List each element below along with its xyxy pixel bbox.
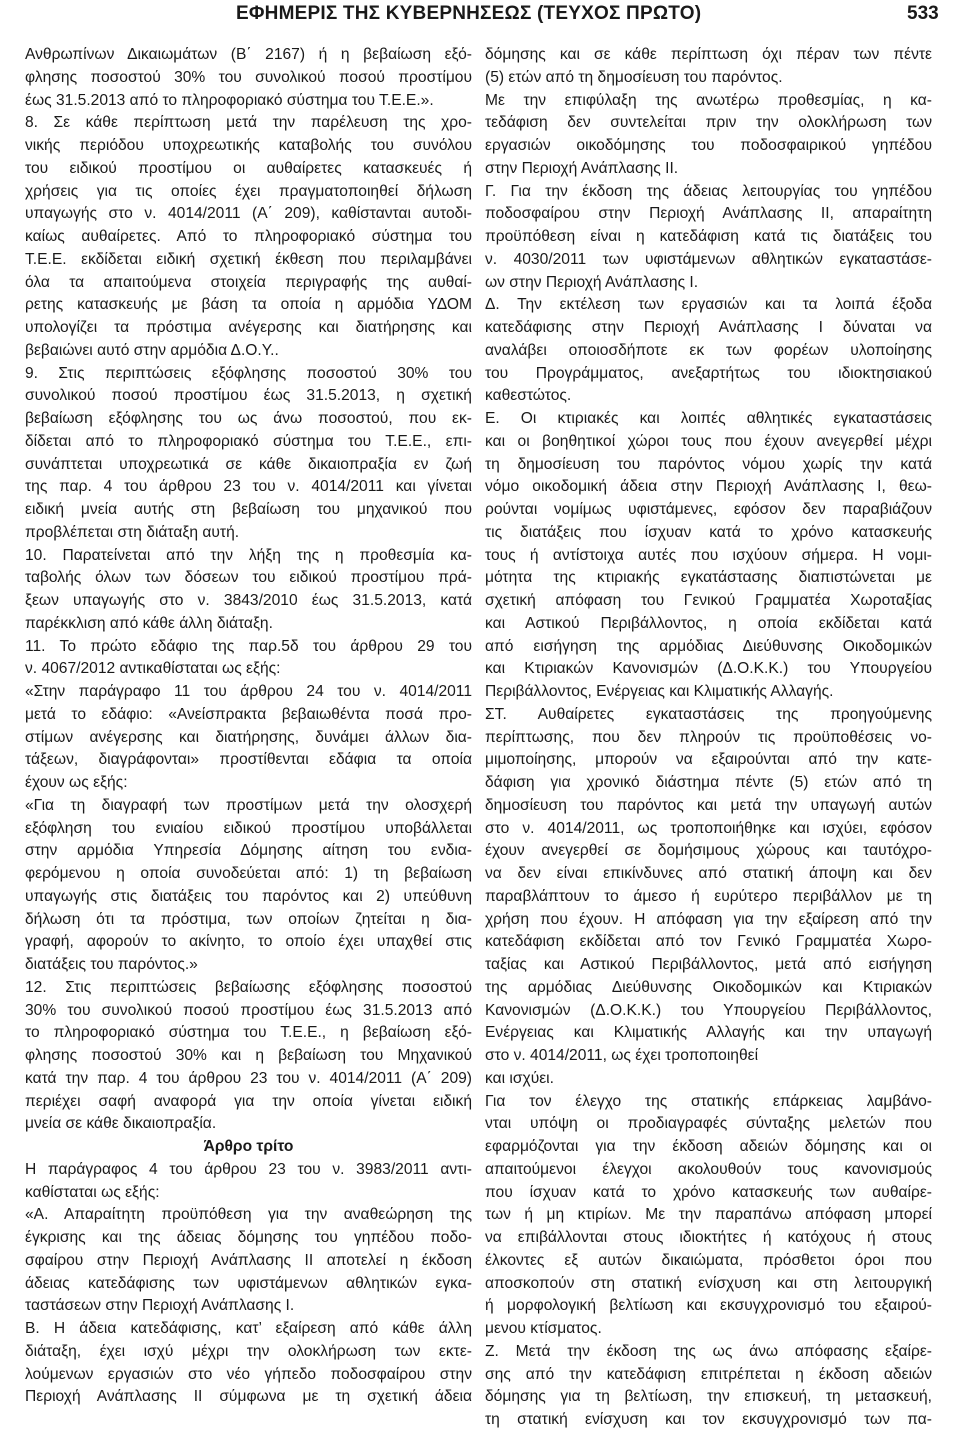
text-line: της αρμόδιας Διεύθυνσης Οικοδομικών και Κτιριακών	[485, 978, 932, 996]
text-line: τη δημοσίευση του παρόντος νόμου χωρίς την κατά	[485, 455, 932, 473]
text-line: να δεν είναι επικίνδυνες από στατική άποψη και δεν	[485, 865, 932, 882]
text-line: έχουν ως εξής:	[25, 774, 128, 791]
text-line: δίδεται από το πληροφοριακό σύστημα του Τ.Ε.Ε., επι-	[25, 432, 472, 450]
text-line: στίμων ανέγερσης και διατήρησης, δυνάμει άλλων δια-	[25, 728, 472, 746]
article-heading: Άρθρο τρίτο	[203, 1138, 294, 1155]
text-line: προβλέπεται στη διάταξη αυτή.	[25, 523, 240, 541]
text-line: 30% του συνολικού ποσού προστίμου έως 31.5.2013 από	[25, 1001, 472, 1019]
text-line: του Προγράμματος, ανεξαρτήτως του ιδιοκτησιακού	[485, 364, 932, 382]
text-line: ξεων υπαγωγής στο ν. 3843/2010 έως 31.5.2013, κατά	[25, 592, 472, 609]
text-line: Τ.Ε.Ε. εκδίδεται ειδική σχετική έκθεση που περιλαμβάνει	[25, 250, 472, 268]
text-line: 11. Το πρώτο εδάφιο της παρ.5δ του άρθρου 29 του	[25, 637, 472, 655]
text-line: αποσκοπούν στη στατική ενίσχυση και στη λειτουργική	[485, 1274, 932, 1292]
text-line: έλκοντες εξ αυτών δικαιώματα, πρόσθετοι όροι που	[485, 1251, 932, 1269]
text-line: αναλάβει οποιοσδήποτε εκ των φορέων υλοποίησης	[485, 341, 932, 359]
text-line: μότητα της κτιριακής εγκατάστασης διαπιστώνεται με	[485, 569, 932, 587]
text-line: να επιβάλλονται στους ιδιοκτήτες ή κατόχους ή στους	[485, 1229, 932, 1246]
text-line: φλησης ποσοστού 30% του συνολικού ποσού προστίμου	[25, 68, 472, 86]
text-line: εξόφληση του ενιαίου ειδικού προστίμου υποβάλλεται	[25, 819, 472, 837]
text-line: Δ. Την εκτέλεση των εργασιών και τα λοιπά έξοδα	[485, 296, 932, 314]
text-line: «Για τη διαγραφή των προστίμων μετά την ολοσχερή	[25, 796, 472, 814]
text-line: έως 31.5.2013 από το πληροφοριακό σύστημα του Τ.Ε.Ε.».	[25, 91, 434, 109]
text-line: υπαγωγής στις διατάξεις του παρόντος και 2) υπεύθυνη	[25, 887, 472, 905]
text-line: στην Περιοχή Ανάπλασης ΙΙ.	[485, 159, 679, 177]
page-header	[0, 0, 960, 40]
text-line: και Αστικού Περιβάλλοντος, η οποία εκδίδεται κατά	[485, 614, 932, 632]
text-line: έχουν ανεγερθεί σε δομήσιμους χώρους και ταυτόχρο-	[485, 842, 932, 860]
text-line: υπολογίζει τα πρόστιμα ανέγερσης και διατήρησης και	[25, 319, 472, 336]
text-line: βεβαιώνει αυτό στην αρμόδια Δ.Ο.Υ..	[25, 341, 279, 359]
text-line: ταστάσεων στην Περιοχή Ανάπλασης Ι.	[25, 1297, 295, 1315]
text-line: λούμενων εργασιών στο νέο γήπεδο ποδοσφαίρου στην	[25, 1365, 472, 1383]
text-line: παρέκκλιση από κάθε άλλη διάταξη.	[25, 614, 273, 632]
text-line: στο ν. 4014/2011, ως έχει τροποποιηθεί	[485, 1047, 759, 1064]
text-line: συνάπτεται υποχρεωτικά σε κάθε δικαιοπραξία εν ζωή	[25, 455, 472, 473]
text-line: χρήση που έχουν. Η απόφαση για την εξαίρεση από την	[485, 910, 932, 928]
right-column	[485, 44, 932, 1432]
text-line: ων στην Περιοχή Ανάπλασης Ι.	[485, 273, 699, 291]
text-line: τη στατική ενίσχυση και τον εκσυγχρονισμό των πα-	[485, 1411, 932, 1428]
text-line: μνεία σε κάθε δικαιοπραξία.	[25, 1115, 217, 1133]
text-line: ή μορφολογική βελτίωση και εκσυγχρονισμό του εξαιρού-	[485, 1297, 932, 1315]
text-line: ν. 4067/2012 αντικαθίσταται ως εξής:	[25, 660, 281, 678]
text-line: βεβαίωση εξόφλησης του ως άνω ποσοστού, που εκ-	[25, 410, 472, 427]
text-line: παραβλάπτουν το άμεσο ή ευρύτερο περιβάλλον με τη	[485, 887, 932, 905]
text-line: «Στην παράγραφο 11 του άρθρου 24 του ν. 4014/2011	[25, 683, 472, 700]
text-line: τους ή αντίστοιχα αυτές που ισχύουν σήμερα. Η νομι-	[485, 546, 932, 564]
text-line: φλησης ποσοστού 30% και η βεβαίωση του Μηχανικού	[25, 1047, 472, 1064]
text-line: Γ. Για την έκδοση της άδειας λειτουργίας του γηπέδου	[485, 182, 932, 200]
text-line: (5) ετών από τη δημοσίευση του παρόντος.	[485, 68, 783, 86]
text-line: στο ν. 4014/2011, ως τροποποιήθηκε και ισχύει, εφόσον	[485, 819, 932, 837]
text-line: τεδάφιση δεν συντελείται πριν την ολοκλήρωση των	[485, 114, 932, 132]
text-line: δάφιση για χρονικό διάστημα πέντε (5) ετών από τη	[485, 774, 932, 791]
page-number: 533	[907, 3, 939, 24]
text-line: περιέχει σαφή αναφορά για την οποία γίνεται ειδική	[25, 1092, 472, 1110]
text-line: του ειδικού προστίμου οι αυθαίρετες κατασκευές ή	[25, 159, 472, 177]
text-line: και οι βοηθητικοί χώροι τους που έχουν ανεγερθεί μέχρι	[485, 432, 932, 450]
text-line: εφαρμόζονται για την έκδοση αδειών δόμησης και οι	[485, 1138, 932, 1155]
text-line: νόμο οικοδομική άδεια στην Περιοχή Ανάπλασης Ι, θεω-	[485, 478, 932, 496]
text-line: της παρ. 4 του άρθρου 23 του ν. 4014/2011 και γίνεται	[25, 478, 472, 496]
text-line: τάξεων, διαγράφονται» προστίθενται εδάφια τα οποία	[25, 751, 472, 769]
text-line: υπαγωγής στο ν. 4014/2011 (Α΄ 209), καθίστανται αυτοδι-	[25, 205, 472, 223]
text-line: Ε. Οι κτιριακές και λοιπές αθλητικές εγκαταστάσεις	[485, 410, 932, 427]
text-line: μετά το εδάφιο: «Ανείσπρακτα βεβαιωθέντα ποσά προ-	[25, 705, 472, 723]
text-line: ποδοσφαίρου στην Περιοχή Ανάπλασης ΙΙ, απαραίτητη	[485, 205, 932, 223]
text-line: καθίσταται ως εξής:	[25, 1183, 160, 1201]
text-line: νται υπόψη οι προδιαγραφές σύνταξης μελετών που	[485, 1115, 932, 1133]
text-line: ν. 4030/2011 των υφιστάμενων αθλητικών εγκαταστάσε-	[485, 250, 932, 268]
text-line: Κανονισμών (Δ.Ο.Κ.Κ.) του Υπουργείου Περιβάλλοντος,	[485, 1001, 932, 1019]
text-line: απαιτούμενοι έλεγχοι ακολουθούν τους κανονισμούς	[485, 1160, 932, 1178]
text-line: και Κτιριακών Κανονισμών (Δ.Ο.Κ.Κ.) του Υπουργείου	[485, 660, 932, 678]
text-line: 9. Στις περιπτώσεις εξόφλησης ποσοστού 30% του	[25, 364, 472, 382]
text-line: Ζ. Μετά την έκδοση της ως άνω απόφασης εξαίρε-	[485, 1342, 932, 1360]
text-line: κατεδάφιση εκδίδεται από τον Γενικό Γραμματέα Χωρο-	[485, 933, 932, 951]
text-line: και ισχύει.	[485, 1069, 554, 1087]
text-line: των ή μη κτιρίων. Με την παραπάνω απόφαση μπορεί	[485, 1206, 932, 1224]
left-column	[25, 44, 472, 1409]
text-line: φερόμενου η οποία συνοδεύεται από: 1) τη βεβαίωση	[25, 865, 472, 882]
text-line: Με την επιφύλαξη της ανωτέρω προθεσμίας, η κα-	[485, 91, 932, 109]
text-line: Ενέργειας και Κλιματικής Αλλαγής και την υπαγωγή	[485, 1024, 932, 1042]
text-line: «Α. Απαραίτητη προϋπόθεση για την αναθεώρηση της	[25, 1206, 472, 1224]
text-line: ειδική μνεία αυτής στη βεβαίωση του μηχανικού που	[25, 501, 472, 518]
text-line: σχετική απόφαση του Γενικού Γραμματέα Χωροταξίας	[485, 592, 932, 609]
text-line: καθεστώτος.	[485, 387, 572, 405]
text-line: ΣΤ. Αυθαίρετες εγκαταστάσεις της προηγούμενης	[485, 705, 932, 723]
text-line: στην αρμόδια Υπηρεσία Δόμησης αίτηση του ενδια-	[25, 842, 472, 860]
text-line: το πληροφοριακό σύστημα του Τ.Ε.Ε., η βεβαίωση εξό-	[25, 1024, 472, 1042]
text-line: Περιβάλλοντος, Ενέργειας και Κλιματικής Αλλαγής.	[485, 683, 834, 700]
text-line: 10. Παρατείνεται από την λήξη της η προθεσμία κα-	[25, 546, 472, 564]
text-line: διατάξεις του παρόντος.»	[25, 956, 198, 973]
text-line: δόμησης για τη βελτίωση, την επισκευή, τη μετασκευή,	[485, 1388, 932, 1406]
text-line: Ανθρωπίνων Δικαιωμάτων (Β΄ 2167) ή η βεβαίωση εξό-	[25, 46, 472, 63]
text-line: δήλωση ότι τα πρόστιμα, των οποίων ζητείται η δια-	[25, 910, 472, 928]
text-line: ρετης κατασκευής με βάση τα οποία η αρμόδια ΥΔΟΜ	[25, 296, 472, 314]
text-line: τις διατάξεις που ίσχυαν κατά το χρόνο κατασκευής	[485, 523, 932, 541]
text-line: ταβολής όλων των δόσεων του ειδικού προστίμου πρά-	[25, 569, 472, 587]
text-line: μενου κτίσματος.	[485, 1320, 602, 1337]
text-line: καίως αυθαίρετες. Από το πληροφοριακό σύστημα του	[25, 228, 472, 245]
text-line: Β. Η άδεια κατεδάφισης, κατ’ εξαίρεση από κάθε άλλη	[25, 1320, 472, 1337]
text-line: 8. Σε κάθε περίπτωση μετά την παρέλευση της χρο-	[25, 114, 472, 132]
text-line: ρούνται νομίμως υφιστάμενες, εφόσον δεν παραβιάζουν	[485, 501, 932, 518]
text-line: που ίσχυαν κατά το χρόνο κατασκευής των αυθαίρε-	[485, 1183, 932, 1201]
text-line: εργασιών οικοδόμησης του ποδοσφαιρικού γηπέδου	[485, 137, 932, 154]
text-line: έγκρισης και της άδειας δόμησης του γηπέδου ποδο-	[25, 1229, 472, 1246]
text-line: άδειας κατεδάφισης των υφιστάμενων αθλητικών εγκα-	[25, 1274, 472, 1292]
text-line: διάταξη, έχει ισχύ μέχρι την ολοκλήρωση των εκτε-	[25, 1342, 472, 1360]
text-line: ταξίας και Αστικού Περιβάλλοντος, μετά από εισήγηση	[485, 956, 932, 973]
text-line: γραφή, αφορούν το ακίνητο, το οποίο έχει υπαχθεί στις	[25, 933, 472, 951]
text-line: όλα τα απαιτούμενα στοιχεία περιγραφής της αυθαί-	[25, 273, 472, 291]
text-line: από εισήγηση της αρμόδιας Διεύθυνσης Οικοδομικών	[485, 637, 932, 655]
text-line: προϋπόθεση είναι η κατεδάφιση κατά τις διατάξεις του	[485, 228, 932, 245]
text-line: χρήσεις για τις οποίες έχει πραγματοποιηθεί δήλωση	[25, 182, 472, 200]
text-line: δόμησης και σε κάθε περίπτωση όχι πέραν των πέντε	[485, 46, 932, 63]
text-line: Περιοχή Ανάπλασης ΙΙ σύμφωνα με τη σχετική άδεια	[25, 1388, 472, 1406]
text-line: περίπτωσης, που δεν πληρούν τις προϋποθέσεις νο-	[485, 728, 932, 746]
text-line: μιμοποίησης, μπορούν να εξαιρούνται από την κατε-	[485, 751, 932, 769]
text-line: Η παράγραφος 4 του άρθρου 23 του ν. 3983/2011 αντι-	[25, 1160, 472, 1178]
text-line: κατά την παρ. 4 του άρθρου 23 του ν. 4014/2011 (Α΄ 209)	[25, 1069, 472, 1087]
text-line: συνολικού ποσού προστίμου έως 31.5.2013, η σχετική	[25, 387, 472, 405]
text-line: κατεδάφισης στην Περιοχή Ανάπλασης Ι δύναται να	[485, 319, 932, 336]
text-line: Για τον έλεγχο της στατικής επάρκειας λαμβάνο-	[485, 1092, 932, 1110]
gazette-title: ΕΦΗΜΕΡΙΣ ΤΗΣ ΚΥΒΕΡΝΗΣΕΩΣ (ΤΕΥΧΟΣ ΠΡΩΤΟ)	[236, 3, 702, 24]
text-line: νικής περιόδου υποχρεωτικής καταβολής του συνόλου	[25, 137, 472, 154]
text-line: σης από την κατεδάφιση επιτρέπεται η έκδοση αδειών	[485, 1365, 932, 1383]
text-line: δημοσίευση του παρόντος και μετά την υπαγωγή αυτών	[485, 796, 932, 814]
text-line: 12. Στις περιπτώσεις βεβαίωσης εξόφλησης ποσοστού	[25, 978, 472, 996]
text-line: σφαίρου στην Περιοχή Ανάπλασης ΙΙ αποτελεί η έκδοση	[25, 1251, 472, 1269]
